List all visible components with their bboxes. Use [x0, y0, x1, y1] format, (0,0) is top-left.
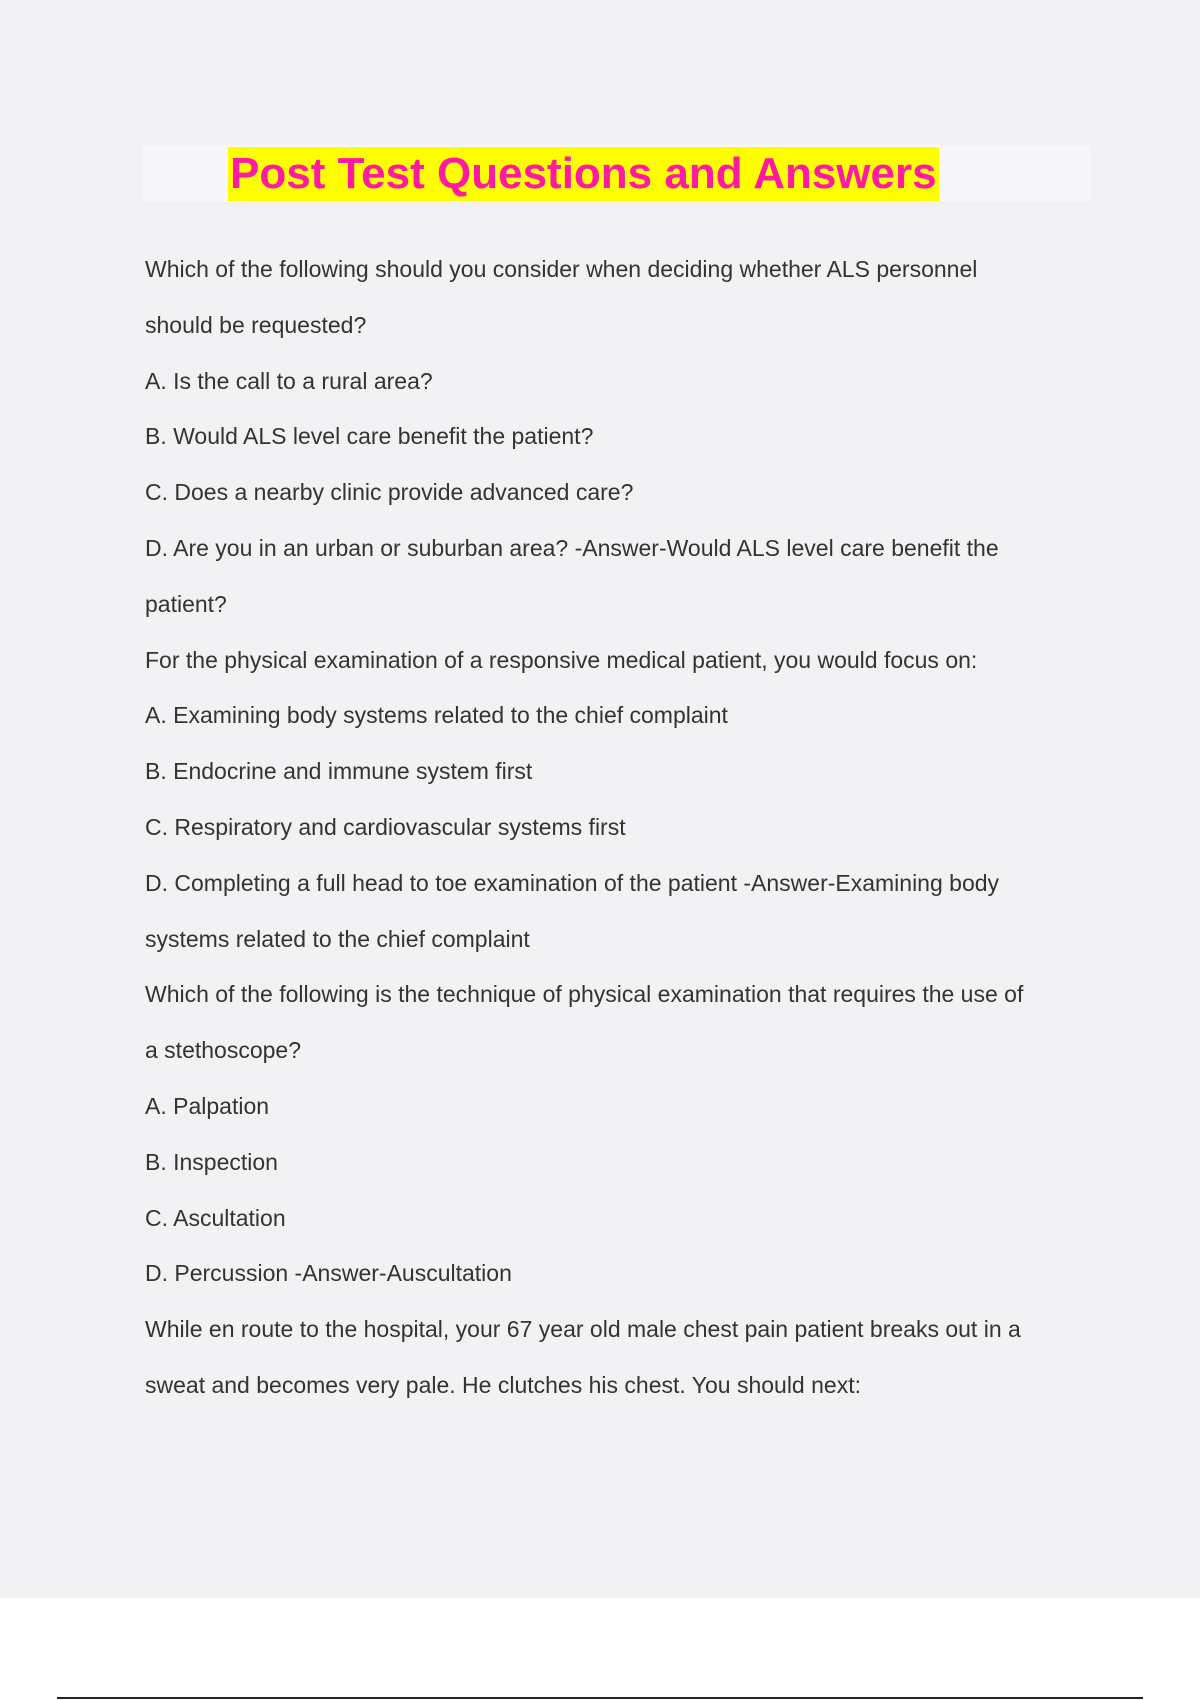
text-line: B. Inspection — [145, 1148, 278, 1175]
text-line: Which of the following is the technique of physical examination that requires the use of — [145, 981, 1024, 1008]
text-line: For the physical examination of a responsive medical patient, you would focus on: — [145, 646, 978, 673]
text-line: A. Examining body systems related to the chief complaint — [145, 702, 728, 729]
text-line: D. Are you in an urban or suburban area? -Answer-Would ALS level care benefit the — [145, 534, 999, 561]
text-line: should be requested? — [145, 311, 367, 338]
document-body — [145, 242, 1085, 1414]
text-line: sweat and becomes very pale. He clutches his chest. You should next: — [145, 1371, 861, 1398]
footer-divider — [57, 1697, 1143, 1699]
text-line: D. Completing a full head to toe examination of the patient -Answer-Examining body — [145, 869, 1000, 896]
text-line: patient? — [145, 590, 227, 617]
text-line: B. Endocrine and immune system first — [145, 758, 533, 785]
text-line: B. Would ALS level care benefit the patient? — [145, 423, 594, 450]
document-title: Post Test Questions and Answers — [228, 147, 939, 201]
text-line: While en route to the hospital, your 67 year old male chest pain patient breaks out in a — [145, 1316, 1021, 1343]
text-line: systems related to the chief complaint — [145, 925, 530, 952]
text-line: A. Palpation — [145, 1092, 270, 1119]
text-line: C. Ascultation — [145, 1204, 286, 1231]
text-line: D. Percussion -Answer-Auscultation — [145, 1260, 512, 1287]
text-line: C. Respiratory and cardiovascular systems first — [145, 813, 626, 840]
text-line: C. Does a nearby clinic provide advanced care? — [145, 479, 634, 506]
text-line: a stethoscope? — [145, 1037, 302, 1064]
text-line: A. Is the call to a rural area? — [145, 367, 433, 394]
text-line: Which of the following should you consider when deciding whether ALS personnel — [145, 256, 978, 282]
